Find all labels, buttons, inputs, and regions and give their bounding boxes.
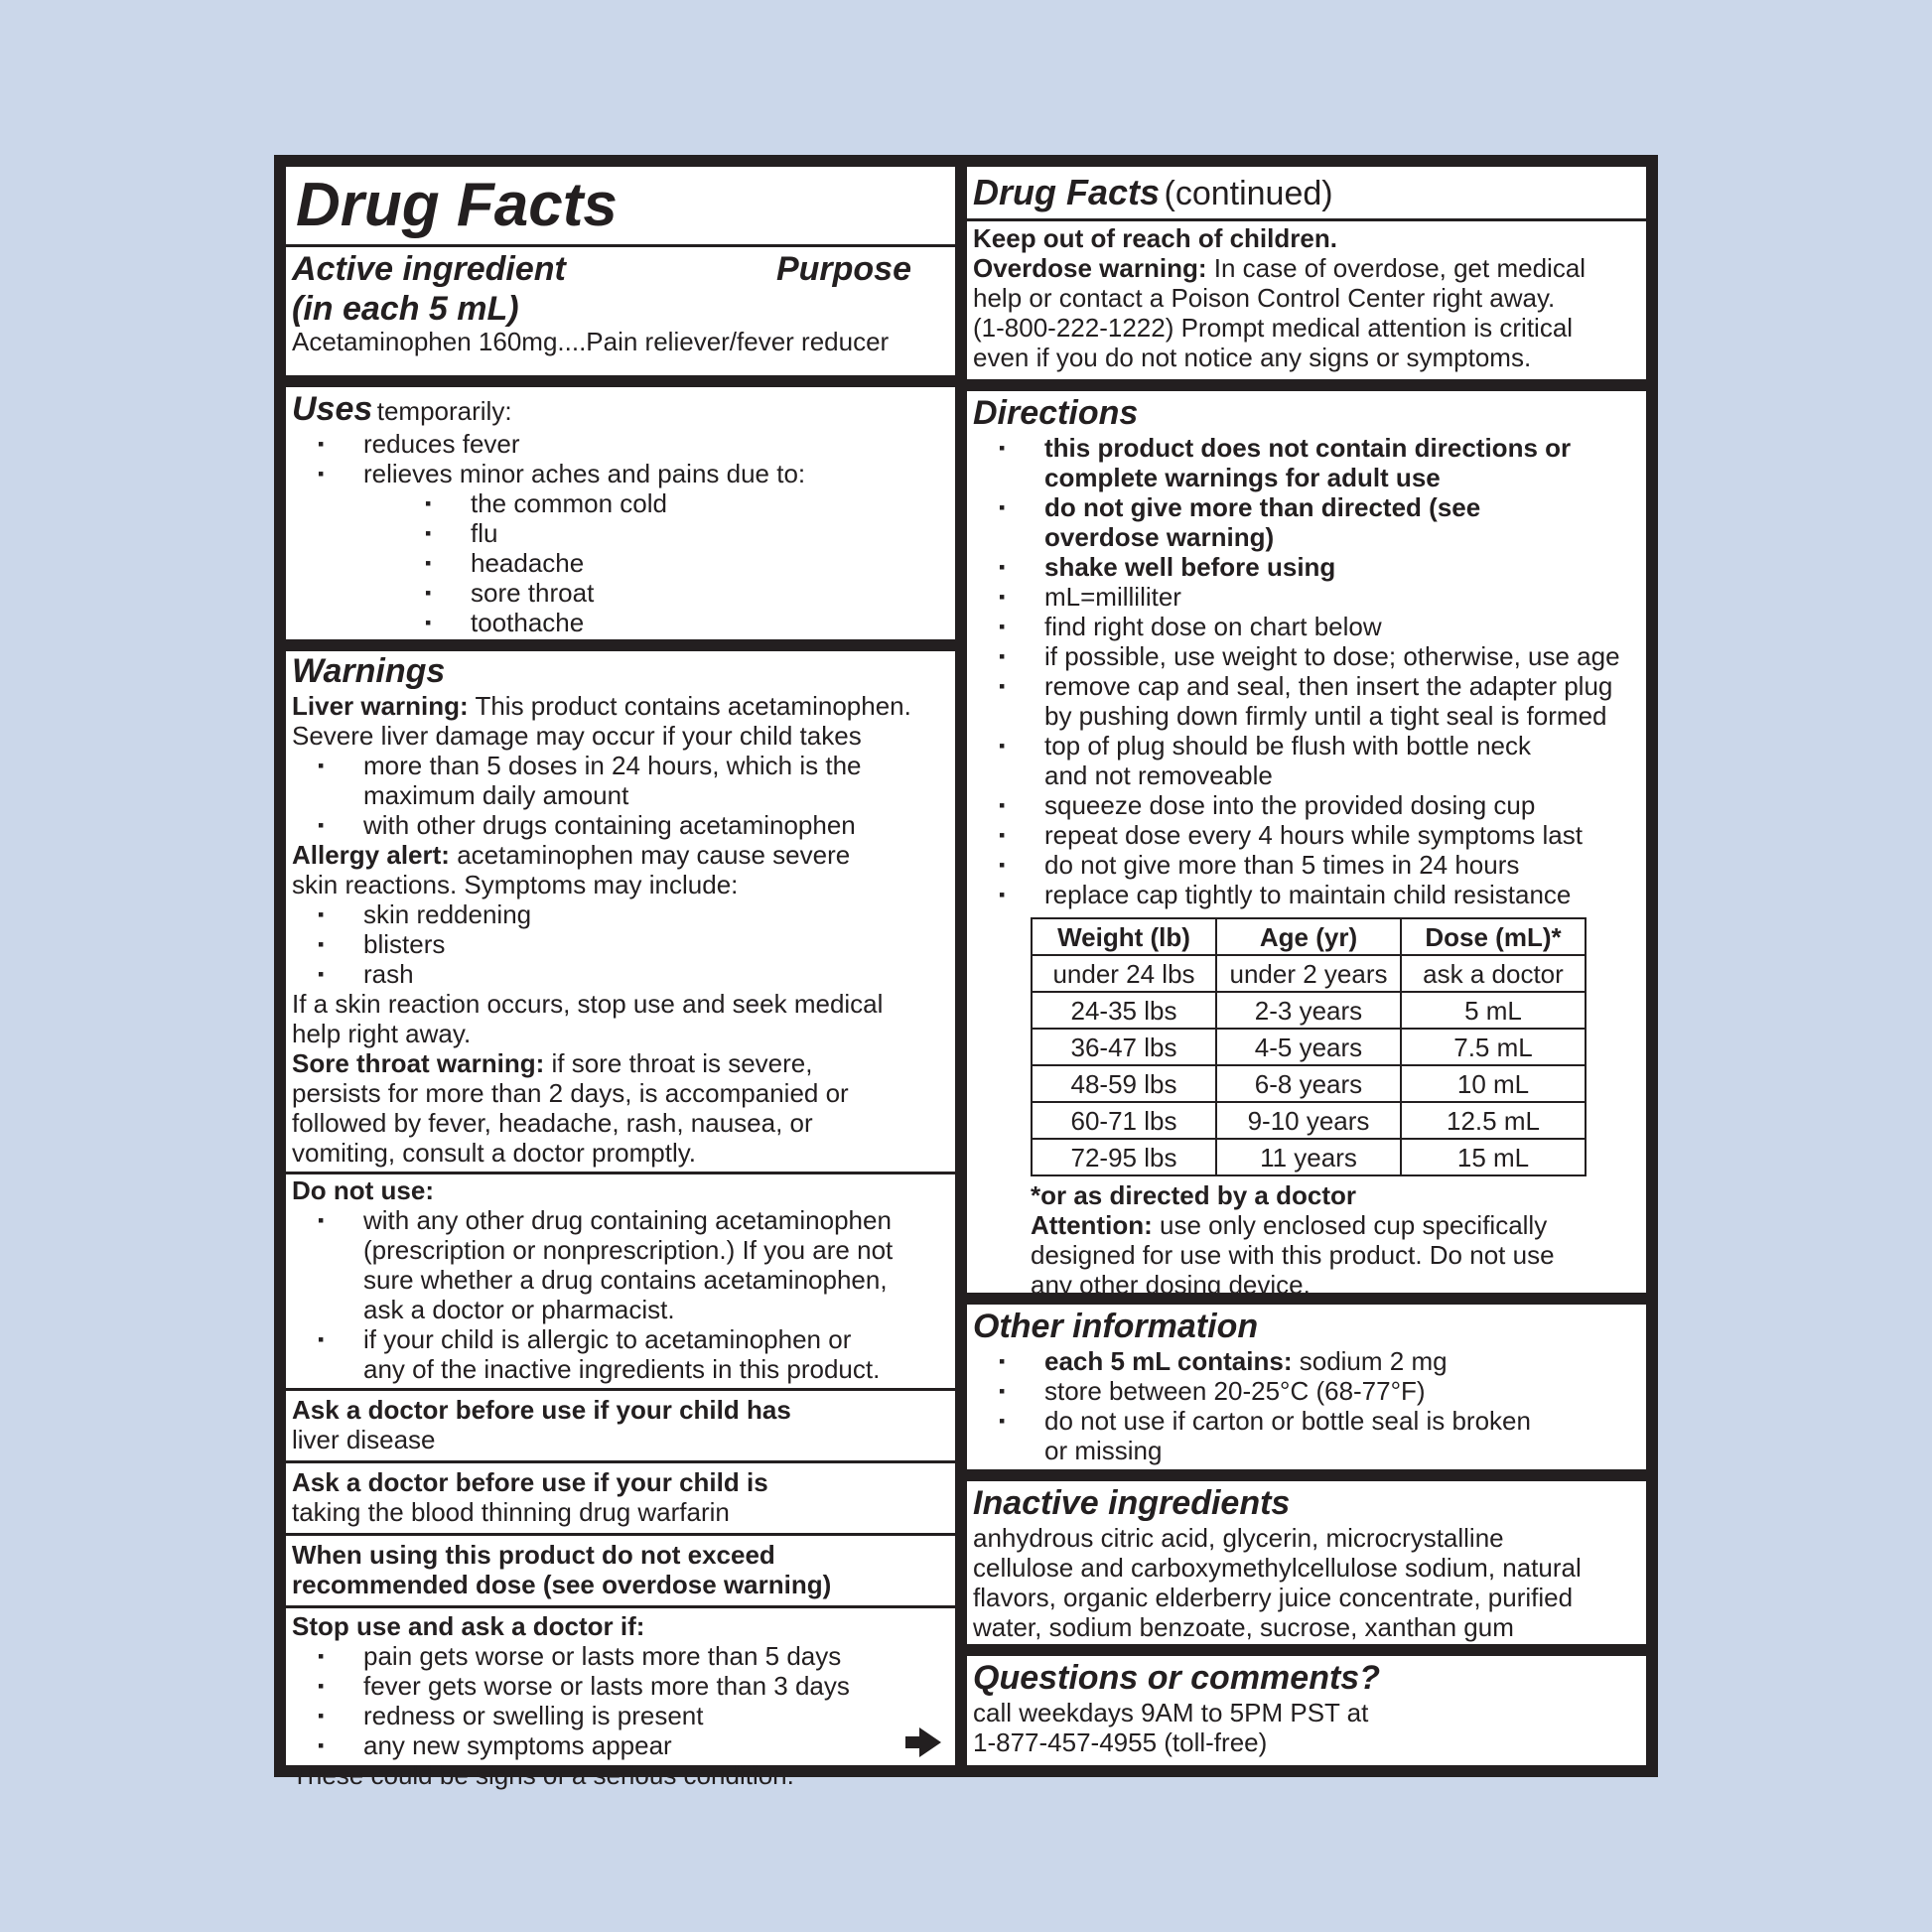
- list-item: ▪ if possible, use weight to dose; otherwise, use age: [973, 641, 1640, 671]
- ask-doctor-heading-1: Ask a doctor before use if your child has: [292, 1395, 791, 1425]
- phone-number: 1-877-457-4955 (toll-free): [973, 1727, 1268, 1757]
- sodium-value: sodium 2 mg: [1299, 1346, 1448, 1376]
- list-item-continued: sure whether a drug contains acetaminophen,: [363, 1265, 888, 1295]
- list-item: ▪ store between 20-25°C (68-77°F): [973, 1376, 1640, 1406]
- table-cell: under 2 years: [1216, 955, 1401, 992]
- stop-use-footer: These could be signs of a serious condition.: [292, 1760, 794, 1790]
- liver-warning-text: This product contains acetaminophen.: [475, 691, 911, 721]
- right-arrow-icon: [919, 1727, 941, 1757]
- table-footnote: *or as directed by a doctor: [1031, 1180, 1356, 1210]
- sore-throat-text-3: followed by fever, headache, rash, nausea, or: [292, 1108, 813, 1138]
- list-item-continued: complete warnings for adult use: [1044, 463, 1441, 492]
- continued-title-main: Drug Facts: [973, 172, 1161, 212]
- inactive-ingredients-text: flavors, organic elderberry juice concentrate, purified: [973, 1583, 1574, 1612]
- list-item: ▪ do not give more than 5 times in 24 hours: [973, 850, 1640, 880]
- directions-panel: [967, 391, 1646, 1300]
- questions-text: call weekdays 9AM to 5PM PST at: [973, 1698, 1369, 1727]
- active-ingredient-line: Acetaminophen 160mg....Pain reliever/fever reducer: [292, 327, 890, 356]
- list-item: ▪ remove cap and seal, then insert the adapter plug: [973, 671, 1640, 701]
- overdose-label: Overdose warning:: [973, 253, 1207, 283]
- list-item-continued: any of the inactive ingredients in this product.: [363, 1354, 881, 1384]
- table-row: [1032, 955, 1586, 992]
- table-row: [1032, 992, 1586, 1029]
- list-item: ▪ more than 5 doses in 24 hours, which is the: [292, 751, 949, 780]
- active-ingredient-label: Active ingredient: [292, 250, 566, 288]
- list-item-continued: ask a doctor or pharmacist.: [363, 1295, 675, 1324]
- liver-warning-label: Liver warning:: [292, 691, 469, 721]
- list-item-continued: and not removeable: [1044, 760, 1273, 790]
- ask-doctor-text-1: liver disease: [292, 1425, 436, 1454]
- sore-throat-text-4: vomiting, consult a doctor promptly.: [292, 1138, 697, 1168]
- attention-text: use only enclosed cup specifically: [1159, 1210, 1548, 1240]
- list-item: ▪ this product does not contain directions or: [973, 433, 1640, 463]
- list-item: ▪ with other drugs containing acetaminophen: [292, 810, 949, 840]
- list-item-continued: (prescription or nonprescription.) If you are not: [363, 1235, 894, 1265]
- table-cell: 4-5 years: [1216, 1029, 1401, 1065]
- list-item: ▪ rash: [292, 959, 949, 989]
- table-row: [1032, 1102, 1586, 1139]
- list-item: ▪ mL=milliliter: [973, 582, 1640, 612]
- attention-text-3: any other dosing device.: [1031, 1270, 1311, 1300]
- table-cell: 12.5 mL: [1401, 1102, 1586, 1139]
- sodium-label: each 5 mL contains:: [1044, 1346, 1293, 1376]
- table-header: Weight (lb): [1032, 918, 1216, 955]
- table-cell: 5 mL: [1401, 992, 1586, 1029]
- table-cell: 60-71 lbs: [1032, 1102, 1216, 1139]
- list-item: ▪ shake well before using: [973, 552, 1640, 582]
- keep-out-text: Keep out of reach of children.: [973, 223, 1337, 253]
- divider: [967, 218, 1646, 221]
- skin-reaction-text-2: help right away.: [292, 1019, 472, 1048]
- list-item: ▪ reduces fever: [292, 429, 949, 459]
- list-item: ▪ skin reddening: [292, 899, 949, 929]
- directions-heading: Directions: [973, 394, 1139, 432]
- overdose-text-4: even if you do not notice any signs or symptoms.: [973, 343, 1532, 372]
- table-cell: 11 years: [1216, 1139, 1401, 1175]
- active-ingredient-heading: [292, 249, 949, 329]
- attention-line: [973, 1210, 1640, 1240]
- list-item: ▪ sore throat: [292, 578, 949, 608]
- table-cell: 72-95 lbs: [1032, 1139, 1216, 1175]
- table-cell: 15 mL: [1401, 1139, 1586, 1175]
- skin-reaction-text: If a skin reaction occurs, stop use and seek medical: [292, 989, 884, 1019]
- stop-use-heading: Stop use and ask a doctor if:: [292, 1611, 645, 1641]
- uses-title: Uses: [292, 390, 373, 428]
- list-item: ▪ redness or swelling is present: [292, 1701, 949, 1730]
- divider: [286, 1172, 955, 1174]
- table-cell: 6-8 years: [1216, 1065, 1401, 1102]
- sore-throat-text: if sore throat is severe,: [551, 1048, 813, 1078]
- list-item: ▪ with any other drug containing acetaminophen: [292, 1205, 949, 1235]
- inactive-ingredients-text: anhydrous citric acid, glycerin, microcrystalline: [973, 1523, 1504, 1553]
- when-using-line-2: recommended dose (see overdose warning): [292, 1570, 832, 1599]
- list-item-continued: overdose warning): [1044, 522, 1275, 552]
- list-item: ▪ any new symptoms appear: [292, 1730, 949, 1760]
- table-cell: 9-10 years: [1216, 1102, 1401, 1139]
- continued-title: [973, 167, 1640, 218]
- warnings-panel: [286, 651, 955, 1790]
- uses-intro: temporarily:: [376, 396, 512, 426]
- inactive-ingredients-heading: Inactive ingredients: [973, 1484, 1291, 1522]
- inactive-ingredients-text: water, sodium benzoate, sucrose, xanthan gum: [973, 1612, 1514, 1642]
- list-item: ▪ pain gets worse or lasts more than 5 days: [292, 1641, 949, 1671]
- ask-doctor-heading-2: Ask a doctor before use if your child is: [292, 1467, 768, 1497]
- liver-warning-text-2: Severe liver damage may occur if your child takes: [292, 721, 862, 751]
- table-header-row: [1032, 918, 1586, 955]
- table-row: [1032, 1139, 1586, 1175]
- list-item: ▪ top of plug should be flush with bottle neck: [973, 731, 1640, 760]
- table-cell: 24-35 lbs: [1032, 992, 1216, 1029]
- allergy-alert-text: acetaminophen may cause severe: [457, 840, 851, 870]
- inactive-ingredients-panel: [967, 1481, 1646, 1644]
- ask-doctor-text-2: taking the blood thinning drug warfarin: [292, 1497, 730, 1527]
- table-cell: ask a doctor: [1401, 955, 1586, 992]
- other-information-panel: [967, 1305, 1646, 1469]
- overdose-text-2: help or contact a Poison Control Center right away.: [973, 283, 1556, 313]
- divider: [286, 1533, 955, 1536]
- divider: [286, 1460, 955, 1463]
- left-column: [286, 167, 955, 1790]
- allergy-alert-label: Allergy alert:: [292, 840, 450, 870]
- overdose-panel: [967, 167, 1646, 379]
- table-cell: 10 mL: [1401, 1065, 1586, 1102]
- list-item: ▪ do not use if carton or bottle seal is broken: [973, 1406, 1640, 1436]
- list-item: ▪ squeeze dose into the provided dosing cup: [973, 790, 1640, 820]
- sore-throat-text-2: persists for more than 2 days, is accompanied or: [292, 1078, 849, 1108]
- list-item: ▪ flu: [292, 518, 949, 548]
- divider: [286, 1605, 955, 1608]
- table-cell: 7.5 mL: [1401, 1029, 1586, 1065]
- list-item: ▪ blisters: [292, 929, 949, 959]
- list-item: ▪ headache: [292, 548, 949, 578]
- overdose-text-3: (1-800-222-1222) Prompt medical attention is critical: [973, 313, 1574, 343]
- table-cell: under 24 lbs: [1032, 955, 1216, 992]
- table-row: [1032, 1029, 1586, 1065]
- list-item: ▪ toothache: [292, 608, 949, 637]
- uses-panel: [286, 387, 955, 639]
- attention-label: Attention:: [1031, 1210, 1153, 1240]
- questions-panel: [967, 1656, 1646, 1765]
- allergy-alert-line: [292, 840, 949, 870]
- list-item-continued: or missing: [1044, 1436, 1163, 1465]
- list-item-continued: maximum daily amount: [363, 780, 629, 810]
- active-ingredient-panel: [286, 167, 955, 375]
- other-information-heading: Other information: [973, 1308, 1259, 1345]
- overdose-line: [973, 253, 1640, 283]
- table-header: Dose (mL)*: [1401, 918, 1586, 955]
- inactive-ingredients-text: cellulose and carboxymethylcellulose sodium, natural: [973, 1553, 1582, 1583]
- allergy-alert-text-2: skin reactions. Symptoms may include:: [292, 870, 739, 899]
- uses-heading: [292, 389, 949, 429]
- active-ingredient-unit: (in each 5 mL): [292, 290, 519, 328]
- table-cell: 36-47 lbs: [1032, 1029, 1216, 1065]
- list-item: ▪ replace cap tightly to maintain child resistance: [973, 880, 1640, 909]
- divider: [286, 244, 955, 247]
- warnings-heading: Warnings: [292, 652, 446, 690]
- drug-facts-label: [274, 155, 1658, 1790]
- continued-title-suffix: (continued): [1164, 175, 1333, 212]
- list-item: ▪ relieves minor aches and pains due to:: [292, 459, 949, 488]
- list-item: ▪ do not give more than directed (see: [973, 492, 1640, 522]
- divider: [286, 1388, 955, 1391]
- list-item-continued: by pushing down firmly until a tight seal is formed: [1044, 701, 1607, 731]
- table-row: [1032, 1065, 1586, 1102]
- list-item: [973, 1346, 1640, 1376]
- do-not-use-heading: Do not use:: [292, 1175, 434, 1205]
- list-item: ▪ the common cold: [292, 488, 949, 518]
- purpose-label: Purpose: [775, 250, 911, 288]
- dosing-table: [1031, 917, 1587, 1176]
- table-cell: 48-59 lbs: [1032, 1065, 1216, 1102]
- attention-text-2: designed for use with this product. Do not use: [1031, 1240, 1555, 1270]
- table-header: Age (yr): [1216, 918, 1401, 955]
- drug-facts-title: Drug Facts: [296, 171, 618, 239]
- sore-throat-label: Sore throat warning:: [292, 1048, 545, 1078]
- overdose-text: In case of overdose, get medical: [1213, 253, 1587, 283]
- list-item: ▪ if your child is allergic to acetaminophen or: [292, 1324, 949, 1354]
- list-item: ▪ fever gets worse or lasts more than 3 days: [292, 1671, 949, 1701]
- list-item: ▪ find right dose on chart below: [973, 612, 1640, 641]
- list-item: ▪ repeat dose every 4 hours while symptoms last: [973, 820, 1640, 850]
- sore-throat-line: [292, 1048, 949, 1078]
- when-using-line-1: When using this product do not exceed: [292, 1540, 775, 1570]
- right-column: [967, 167, 1646, 1765]
- table-cell: 2-3 years: [1216, 992, 1401, 1029]
- questions-heading: Questions or comments?: [973, 1659, 1380, 1697]
- liver-warning-line: [292, 691, 949, 721]
